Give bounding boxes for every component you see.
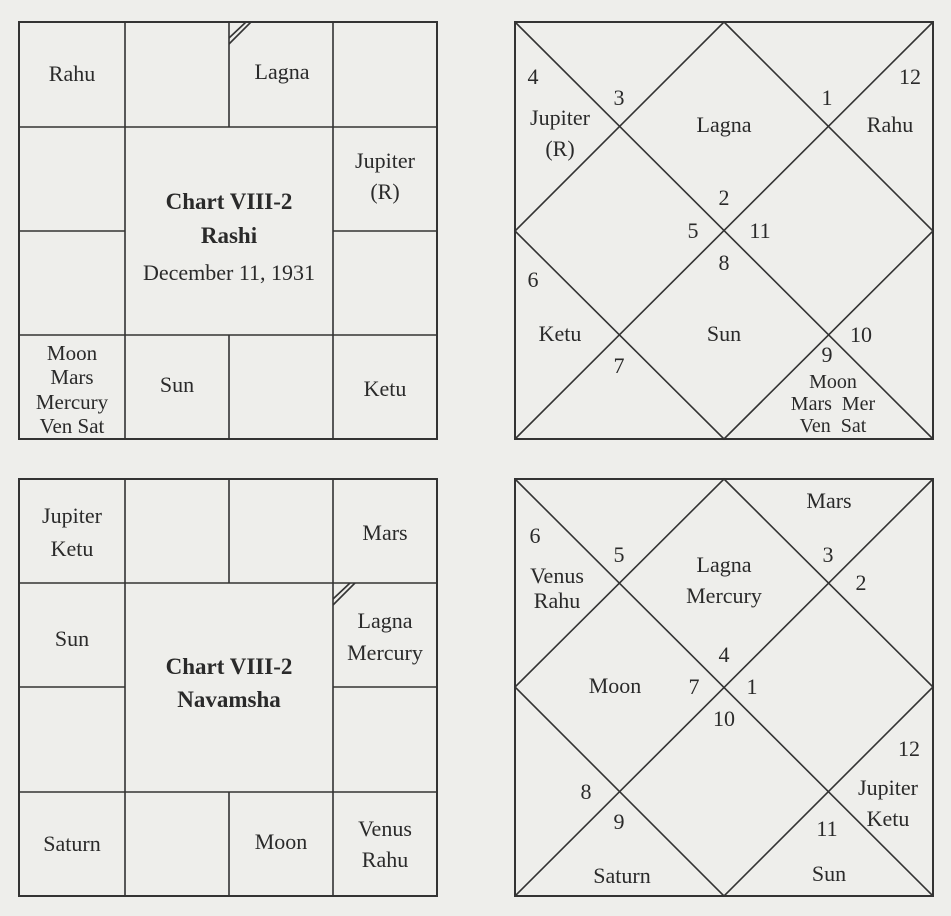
navamsha-north-venus: Venus <box>530 563 584 588</box>
house-number: 9 <box>821 342 833 367</box>
navamsha-north-chart <box>515 479 933 896</box>
rashi-north-sun: Sun <box>706 321 742 346</box>
house-number: 4 <box>527 64 539 89</box>
rashi-moon: Moon <box>46 341 98 365</box>
rashi-north-rahu: Rahu <box>866 112 914 137</box>
house-number: 7 <box>613 353 625 378</box>
rashi-date: December 11, 1931 <box>142 260 316 285</box>
navamsha-north-saturn: Saturn <box>593 863 651 888</box>
rashi-north-jupiter: Jupiter <box>530 105 590 130</box>
navamsha-title: Chart VIII-2 <box>165 654 293 679</box>
navamsha-sun: Sun <box>54 626 90 651</box>
navamsha-mars: Mars <box>362 520 408 545</box>
house-number: 6 <box>529 523 541 548</box>
house-number: 1 <box>746 674 758 699</box>
rashi-mars: Mars <box>50 365 94 389</box>
navamsha-saturn: Saturn <box>43 831 101 856</box>
navamsha-north-lagna: Lagna <box>696 552 752 577</box>
rashi-north-vensat: Ven Sat <box>799 415 867 437</box>
navamsha-jupiter: Jupiter <box>42 503 102 528</box>
rashi-north-ketu: Ketu <box>538 321 582 346</box>
navamsha-north-mercury: Mercury <box>686 583 762 608</box>
rashi-lagna: Lagna <box>254 59 310 84</box>
rashi-ketu: Ketu <box>363 376 407 401</box>
house-number: 11 <box>816 816 838 841</box>
house-number: 8 <box>580 779 592 804</box>
rashi-south-chart <box>19 22 437 439</box>
navamsha-moon: Moon <box>254 829 308 854</box>
house-number: 2 <box>855 570 867 595</box>
navamsha-ketu: Ketu <box>50 536 94 561</box>
house-number: 5 <box>687 218 699 243</box>
navamsha-rahu: Rahu <box>361 847 409 872</box>
navamsha-north-jupiter: Jupiter <box>858 775 918 800</box>
navamsha-subtitle: Navamsha <box>177 687 281 712</box>
rashi-title: Chart VIII-2 <box>165 189 293 214</box>
house-number: 9 <box>613 809 625 834</box>
rashi-mercury: Mercury <box>35 390 109 414</box>
house-number: 3 <box>822 542 834 567</box>
house-number: 4 <box>718 642 730 667</box>
rashi-north-moon: Moon <box>809 371 857 393</box>
house-number: 6 <box>527 267 539 292</box>
navamsha-north-ketu: Ketu <box>866 806 910 831</box>
rashi-vensat: Ven Sat <box>39 414 105 438</box>
navamsha-south-chart <box>19 479 437 896</box>
navamsha-north-rahu: Rahu <box>533 588 581 613</box>
navamsha-north-mars: Mars <box>806 488 852 513</box>
rashi-jupiter-retro: (R) <box>370 179 400 204</box>
rashi-north-jupiter-retro: (R) <box>545 136 575 161</box>
rashi-north-marsmer: Mars Mer <box>790 393 876 415</box>
navamsha-mercury: Mercury <box>347 640 423 665</box>
house-number: 7 <box>688 674 700 699</box>
house-number: 5 <box>613 542 625 567</box>
navamsha-venus: Venus <box>358 816 412 841</box>
rashi-north-chart <box>515 22 933 439</box>
house-number: 11 <box>749 218 771 243</box>
rashi-jupiter: Jupiter <box>355 148 415 173</box>
house-number: 3 <box>613 85 625 110</box>
house-number: 12 <box>899 64 921 89</box>
house-number: 2 <box>718 185 730 210</box>
navamsha-north-moon: Moon <box>588 673 642 698</box>
house-number: 8 <box>718 250 730 275</box>
house-number: 10 <box>850 322 872 347</box>
rashi-sun: Sun <box>159 372 195 397</box>
rashi-rahu: Rahu <box>48 61 96 86</box>
navamsha-lagna: Lagna <box>357 608 413 633</box>
house-number: 1 <box>821 85 833 110</box>
house-number: 12 <box>898 736 920 761</box>
rashi-subtitle: Rashi <box>200 223 258 248</box>
rashi-north-lagna: Lagna <box>696 112 752 137</box>
navamsha-north-sun: Sun <box>811 861 847 886</box>
house-number: 10 <box>713 706 735 731</box>
